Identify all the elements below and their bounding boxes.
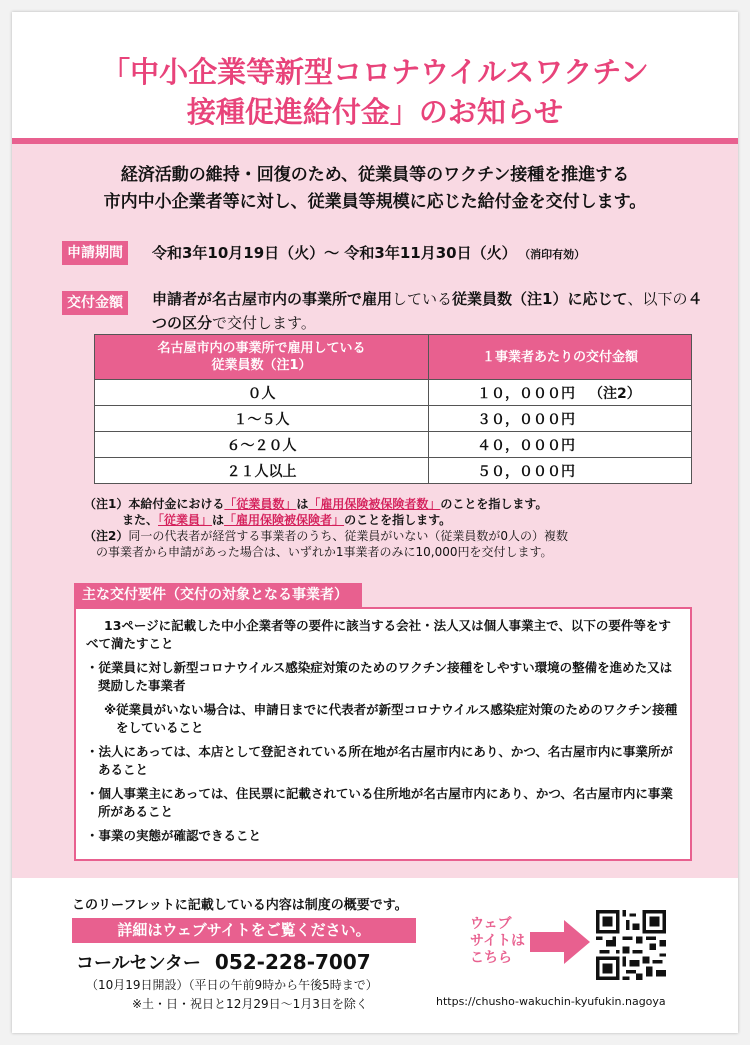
note-1-text: は [212,513,225,527]
amount-text-7: で交付します。 [212,314,316,332]
table-row [95,380,692,406]
requirement-subnote: ※従業員がいない場合は、申請日までに代表者が新型コロナウイルス感染症対策のためのワクチン接種をしていること [104,702,678,735]
requirements-tab: 主な交付要件（交付の対象となる事業者） [74,583,362,607]
note-1-term: 「従業員」 [158,513,213,527]
note-1-text: は [296,497,309,511]
arrow-right-icon [530,918,592,966]
note-2-text: 同一の代表者が経営する事業者のうち、従業員がいない（従業員数が0人の）複数 [128,529,568,543]
website-banner: 詳細はウェブサイトをご覧ください。 [72,918,416,943]
amount-value: １０，０００円 [477,385,575,402]
call-center-closed-days: ※土・日・祝日と12月29日～1月3日を除く [132,997,368,1011]
table-notes [84,496,704,560]
call-center-label: コールセンター [76,953,201,974]
website-url[interactable]: https://chusho-wakuchin-kyufukin.nagoya [436,995,666,1008]
note-2-label: （注2） [84,529,129,543]
amount-text-3: 従業員数（注1） [452,290,568,308]
website-sign-line-3: こちら [470,950,512,966]
note-1-term: 「雇用保険被保険者」 [224,513,345,527]
leaflet-page [12,12,738,1033]
intro-line-2: 市内中小企業者等に対し、従業員等規模に応じた給付金を交付します。 [103,192,647,212]
table-cell-count: １～５人 [95,406,429,432]
period-text [152,241,585,267]
table-header-row [95,335,692,380]
note-1-text: のことを指します。 [344,513,452,527]
note-2 [84,528,704,544]
requirement-item: ・事業の実態が確認できること [86,828,262,843]
qr-code-icon[interactable] [596,910,666,980]
note-1-term: 「従業員数」 [224,497,297,511]
table-cell-count: ２１人以上 [95,458,429,484]
title-line-1: 「中小企業等新型コロナウイルスワクチン [101,55,649,89]
period-dates: 令和3年10月19日（火）～ 令和3年11月30日（火） [152,244,517,262]
table-cell-amount: ３０，０００円 [429,406,692,432]
requirements-box [74,607,692,861]
requirement-item: ・従業員に対し新型コロナウイルス感染症対策のためのワクチン接種をしやすい環境の整備を進めた又は奨励した事業者 [86,660,673,693]
amount-text-1: 申請者が名古屋市内の事業所で雇用 [152,290,393,308]
website-sign-line-2: サイトは [470,933,526,949]
footer-summary: このリーフレットに記載している内容は制度の概要です。 [72,898,408,913]
amount-text-5: 、以下の [627,290,688,308]
requirements-lead: 13ページに記載した中小企業者等の要件に該当する会社・法人又は個人事業主で、以下の要件等をすべて満たすこと [86,618,671,651]
note-1-text: （注1）本給付金における [84,497,225,511]
table-row [95,432,692,458]
amount-text-6: ４つの区分 [152,290,703,332]
note-1-term: 「雇用保険被保険者数」 [308,497,441,511]
table-cell-count: ０人 [95,380,429,406]
table-cell-count: ６～２０人 [95,432,429,458]
amount-table [94,334,692,484]
website-sign [470,916,530,967]
note-1-text: のことを指します。 [440,497,548,511]
requirement-item: ・法人にあっては、本店として登記されている所在地が名古屋市内にあり、かつ、名古屋市内に事業所があること [86,744,673,777]
intro-line-1: 経済活動の維持・回復のため、従業員等のワクチン接種を推進する [120,165,630,185]
note-1 [84,496,704,512]
note-2-cont: の事業者から申請があった場合は、いずれか1事業者のみに10,000円を交付します。 [96,545,553,559]
period-tag: 申請期間 [62,241,128,265]
amount-tag: 交付金額 [62,291,128,315]
intro-text [12,162,738,216]
amount-text-4: に応じて [567,290,628,308]
table-row [95,458,692,484]
page-title [12,52,738,132]
table-row [95,406,692,432]
table-header-count-line-2: 従業員数（注1） [211,358,312,373]
title-line-2: 接種促進給付金」のお知らせ [186,95,564,129]
requirement-item: ・個人事業主にあっては、住民票に記載されている住所地が名古屋市内にあり、かつ、名古屋市内に事業所があること [86,786,673,819]
website-sign-line-1: ウェブ [470,916,512,932]
call-center-hours: （10月19日開設）（平日の午前9時から午後5時まで） [86,978,378,992]
table-header-count-line-1: 名古屋市内の事業所で雇用している [157,341,366,356]
table-cell-amount: ５０，０００円 [429,458,692,484]
note-1-text: また、 [122,513,159,527]
table-header-count [95,335,429,380]
period-note: （消印有効） [524,248,586,261]
table-cell-amount: ４０，０００円 [429,432,692,458]
amount-note: （注2） [589,385,641,402]
table-cell-amount [429,380,692,406]
call-center [76,948,371,978]
table-header-amount: １事業者あたりの交付金額 [429,335,692,380]
note-1-cont [84,512,704,528]
amount-description [152,287,712,335]
amount-text-2: している [392,290,453,308]
call-center-number[interactable]: 052-228-7007 [214,950,371,974]
